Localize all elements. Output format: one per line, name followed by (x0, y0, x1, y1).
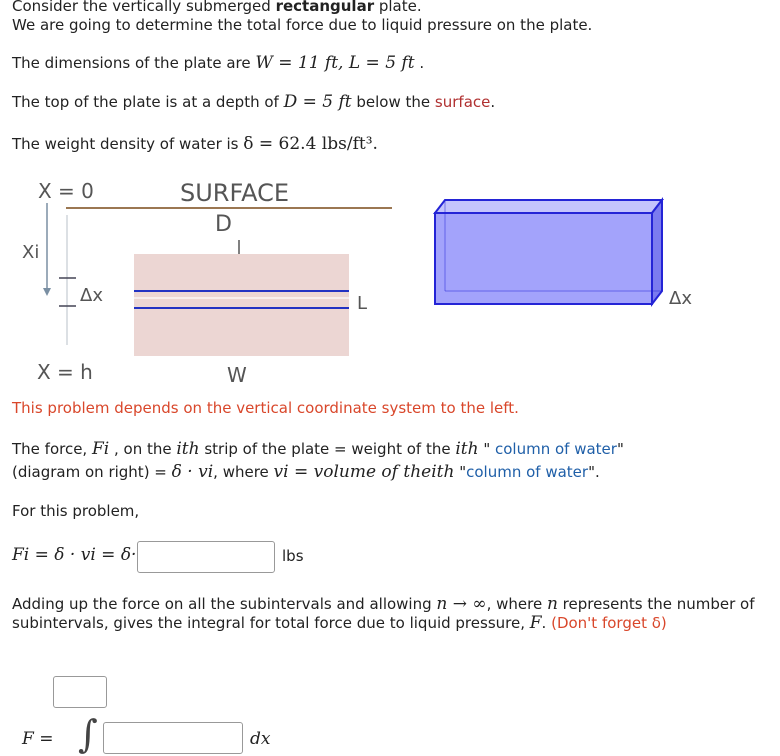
depth-math: D = 5 ft (283, 92, 352, 112)
force-math-2: vi = volume of the (273, 462, 432, 482)
column-of-water-link-2[interactable]: column of water (466, 463, 589, 481)
diagram (0, 170, 780, 395)
force-quote-open-2: " (454, 463, 467, 481)
dont-forget-note: (Don't forget δ) (551, 614, 667, 632)
dimensions-line (12, 53, 424, 73)
lbs-unit: lbs (282, 547, 304, 565)
depth-middle: below the (351, 93, 435, 111)
adding-text-2: , where (486, 595, 547, 613)
integral-sign: ∫ (78, 712, 98, 756)
surface-link[interactable]: surface (434, 93, 491, 111)
adding-text-1: Adding up the force on all the subintervals and allowing (12, 595, 437, 613)
force-suffix: ". (588, 463, 600, 481)
adding-math-2: n (546, 594, 558, 614)
density-text: The weight density of water is (12, 135, 244, 153)
intro-line-1 (12, 0, 422, 16)
density-line (12, 134, 378, 154)
box-top (435, 200, 662, 213)
f-label: F = (22, 729, 54, 749)
intro-text: Consider the vertically submerged (12, 0, 276, 15)
force-text-3: strip of the plate = weight of the (199, 440, 456, 458)
force-math-1: δ · vi (171, 462, 214, 482)
eq1-math (12, 545, 136, 565)
delta-x-left-label: Δx (80, 285, 103, 306)
adding-line-1 (12, 594, 755, 614)
adding-text-5: . (541, 614, 552, 632)
adding-line-2 (12, 613, 667, 633)
intro-suffix: plate. (374, 0, 422, 15)
intro-line-2: We are going to determine the total force due to liquid pressure on the plate. (12, 16, 593, 34)
force-strip-input[interactable] (137, 541, 275, 573)
intro-bold: rectangular (275, 0, 375, 15)
force-text-2: , on the (109, 440, 177, 458)
dx-label: dx (250, 729, 271, 749)
box-front (435, 213, 652, 304)
adding-text-4: subintervals, gives the integral for total force due to liquid pressure, (12, 614, 530, 632)
l-label: L (357, 293, 368, 314)
x-h-label: X = h (37, 360, 93, 384)
adding-math-3: F (529, 613, 542, 633)
force-text-5: , where (213, 463, 274, 481)
delta-x-right-label: Δx (669, 288, 692, 309)
force-quote-open-1: " (478, 440, 491, 458)
force-line-2 (12, 462, 600, 482)
upper-limit-input[interactable] (53, 676, 107, 708)
integrand-input[interactable] (103, 722, 243, 754)
xi-label: Xi (22, 242, 40, 263)
depth-text: The top of the plate is at a depth of (12, 93, 284, 111)
adding-text-3: represents the number of (557, 595, 755, 613)
surface-label: SURFACE (180, 179, 289, 207)
dimensions-suffix: . (414, 54, 425, 72)
dimensions-text: The dimensions of the plate are (12, 54, 256, 72)
force-ith-1: ith (176, 439, 200, 459)
coordinate-notice: This problem depends on the vertical coordinate system to the left. (12, 399, 519, 417)
depth-suffix: . (490, 93, 496, 111)
density-math: δ = 62.4 lbs/ft³. (243, 134, 378, 154)
x-zero-label: X = 0 (38, 179, 94, 203)
column-of-water-link-1[interactable]: column of water (490, 440, 617, 458)
diagram-svg (0, 170, 780, 395)
force-line-1 (12, 439, 624, 459)
w-label: W (227, 363, 247, 387)
box-side (652, 200, 662, 304)
force-text-4: (diagram on right) = (12, 463, 172, 481)
force-ith-2: ith (455, 439, 479, 459)
for-problem-text: For this problem, (12, 502, 140, 520)
dimensions-math: W = 11 ft, L = 5 ft (255, 53, 415, 73)
eq1-expression: Fi = δ · vi = δ· (12, 545, 137, 565)
plate-rect (134, 254, 349, 356)
x-axis-arrow (43, 288, 51, 296)
d-label: D (215, 212, 232, 237)
force-ith-3: ith (431, 462, 455, 482)
force-quote-close-1: " (616, 440, 624, 458)
force-fi: Fi (91, 439, 110, 459)
depth-line (12, 92, 495, 112)
adding-math-1: n → ∞ (436, 594, 487, 614)
force-text-1: The force, (12, 440, 92, 458)
